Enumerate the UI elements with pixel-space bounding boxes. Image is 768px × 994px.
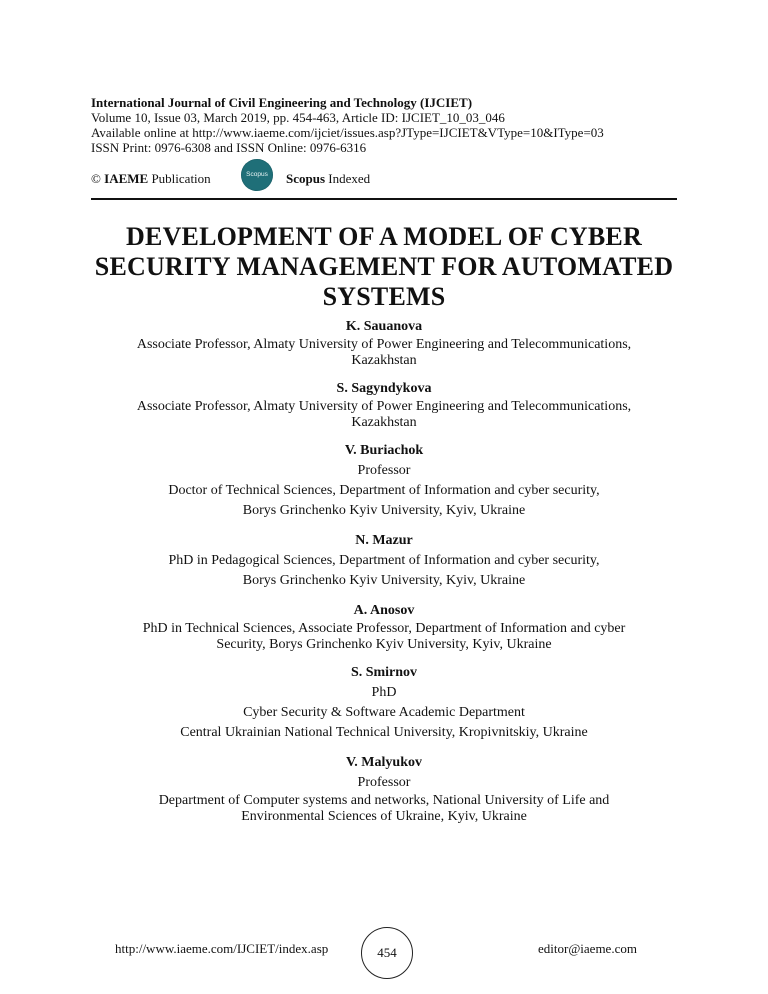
- page-footer: [0, 918, 768, 978]
- footer-email-link[interactable]: editor@iaeme.com: [538, 941, 637, 956]
- copyright-icon: ©: [91, 171, 101, 186]
- affiliation-line: Associate Professor, Almaty University of Power Engineering and Telecommunications,: [136, 399, 632, 414]
- author-list: [84, 317, 684, 835]
- publisher-name: IAEME: [104, 171, 149, 186]
- affiliation-line: Security, Borys Grinchenko Kyiv University, Kyiv, Ukraine: [216, 637, 552, 652]
- journal-title: International Journal of Civil Engineering and Technology (IJCIET): [91, 95, 473, 110]
- journal-header: [91, 95, 677, 195]
- paper-title: [84, 222, 684, 312]
- affiliation-line: Central Ukrainian National Technical University, Kropivnitskiy, Ukraine: [180, 725, 588, 740]
- affiliation-line: Professor: [357, 463, 411, 478]
- publisher-row: [91, 159, 677, 195]
- footer-url-link[interactable]: http://www.iaeme.com/IJCIET/index.asp: [115, 941, 329, 956]
- scopus-indexed-label: [286, 171, 370, 186]
- title-line-3: SYSTEMS: [322, 282, 446, 311]
- author-name: S. Sagyndykova: [336, 381, 432, 396]
- affiliation-line: Doctor of Technical Sciences, Department of Information and cyber security,: [168, 483, 600, 498]
- available-online-line: Available online at http://www.iaeme.com/ijciet/issues.asp?JType=IJCIET&VType=10&IType=03: [91, 125, 604, 140]
- author-block: [84, 441, 684, 521]
- author-name: K. Sauanova: [345, 319, 423, 334]
- scopus-logo-icon: Scopus: [241, 159, 273, 191]
- scopus-suffix: Indexed: [328, 171, 371, 186]
- affiliation-line: Department of Computer systems and networks, National University of Life and: [158, 793, 610, 808]
- publisher-credit: [91, 171, 211, 186]
- author-name: V. Malyukov: [346, 755, 422, 770]
- affiliation-line: Professor: [357, 775, 411, 790]
- scopus-bold: Scopus: [286, 171, 326, 186]
- page-number-badge: 454: [361, 927, 413, 979]
- title-line-2: SECURITY MANAGEMENT FOR AUTOMATED: [94, 252, 674, 281]
- author-block: [84, 663, 684, 743]
- author-name: N. Mazur: [355, 533, 413, 548]
- author-name: A. Anosov: [353, 603, 415, 618]
- affiliation-line: Cyber Security & Software Academic Department: [243, 705, 525, 720]
- author-name: V. Buriachok: [344, 443, 424, 458]
- affiliation-line: Kazakhstan: [351, 415, 417, 430]
- issn-line: ISSN Print: 0976-6308 and ISSN Online: 0976-6316: [91, 140, 367, 155]
- affiliation-line: PhD in Technical Sciences, Associate Professor, Department of Information and cyber: [142, 621, 626, 636]
- affiliation-line: Borys Grinchenko Kyiv University, Kyiv, Ukraine: [242, 503, 526, 518]
- affiliation-line: Associate Professor, Almaty University of Power Engineering and Telecommunications,: [136, 337, 632, 352]
- author-name: S. Smirnov: [350, 665, 418, 680]
- author-block: [84, 601, 684, 653]
- author-block: [84, 317, 684, 369]
- affiliation-line: PhD: [371, 685, 397, 700]
- publisher-suffix: Publication: [151, 171, 211, 186]
- affiliation-line: Environmental Sciences of Ukraine, Kyiv, Ukraine: [241, 809, 527, 824]
- author-block: [84, 379, 684, 431]
- affiliation-line: PhD in Pedagogical Sciences, Department of Information and cyber security,: [168, 553, 600, 568]
- title-line-1: DEVELOPMENT OF A MODEL OF CYBER: [126, 222, 642, 251]
- author-block: [84, 753, 684, 825]
- author-block: [84, 531, 684, 591]
- affiliation-line: Borys Grinchenko Kyiv University, Kyiv, Ukraine: [242, 573, 526, 588]
- volume-line: Volume 10, Issue 03, March 2019, pp. 454-463, Article ID: IJCIET_10_03_046: [91, 110, 505, 125]
- affiliation-line: Kazakhstan: [351, 353, 417, 368]
- header-divider: [91, 198, 677, 200]
